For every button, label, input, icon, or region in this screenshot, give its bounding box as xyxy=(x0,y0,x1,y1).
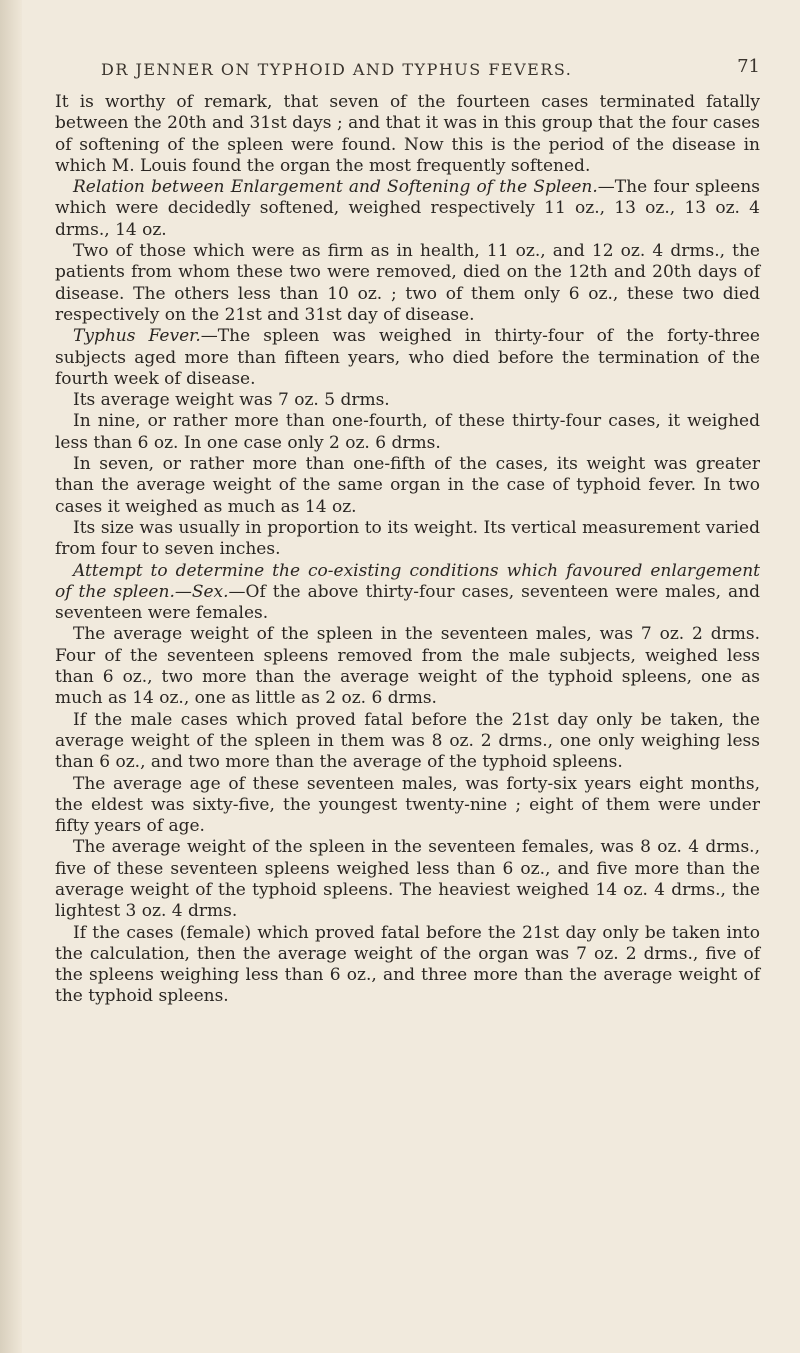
page-gutter-shadow xyxy=(0,0,22,1353)
paragraph: Relation between Enlargement and Softening of the Spleen.—The four spleens which were decidedly softened, weighed respectively 11 oz., 13 oz., 13 oz. 4 drms., 14 oz. xyxy=(55,177,760,240)
paragraph: The average age of these seventeen males, was forty-six years eight months, the eldest was sixty-five, the youngest twenty-nine ; eight of them were under fifty years of age. xyxy=(55,773,760,837)
paragraph: Attempt to determine the co-existing conditions which favoured enlargement of the spleen.—Sex.—Of the above thirty-four cases, seventeen were males, and seventeen were females. xyxy=(55,560,761,624)
paragraph: The average weight of the spleen in the seventeen females, was 8 oz. 4 drms., five of these seventeen spleens weighed less than 6 oz., and five more than the average weight of the typhoid spleens. The heaviest weighed 14 oz. 4 drms., the lightest 3 oz. 4 drms. xyxy=(55,837,760,922)
body-text xyxy=(55,92,760,1008)
paragraph: The average weight of the spleen in the seventeen males, was 7 oz. 2 drms. Four of the seventeen spleens removed from the male subjects, weighed less than 6 oz., two more than the average weight of the typhoid spleens, one as much as 14 oz., one as little as 2 oz. 6 drms. xyxy=(55,624,760,709)
paragraph: Two of those which were as firm as in health, 11 oz., and 12 oz. 4 drms., the patients from whom these two were removed, died on the 12th and 20th days of disease. The others less than 10 oz. ; two of them only 6 oz., these two died respectively on the 21st and 31st day of disease. xyxy=(55,241,760,325)
paragraph: Its size was usually in proportion to its weight. Its vertical measurement varied from four to seven inches. xyxy=(55,517,760,560)
page-number: 71 xyxy=(737,56,760,77)
section-heading: Typhus Fever. xyxy=(73,326,201,347)
paragraph: If the cases (female) which proved fatal before the 21st day only be taken into the calculation, then the average weight of the organ was 7 oz. 2 drms., five of the spleens weighing less than 6 oz., and three more than the average weight of the typhoid spleens. xyxy=(55,922,760,1007)
section-heading: Attempt to determine the co-existing conditions which favoured enlargement of the spleen.—Sex. xyxy=(55,560,760,602)
paragraph: In nine, or rather more than one-fourth, of these thirty-four cases, it weighed less than 6 oz. In one case only 2 oz. 6 drms. xyxy=(55,411,760,453)
paragraph: Its average weight was 7 oz. 5 drms. xyxy=(73,390,390,411)
paragraph: It is worthy of remark, that seven of the fourteen cases terminated fatally between the 20th and 31st days ; and that it was in this group that the four cases of softening of the spleen were found. Now this is the period of the disease in which M. Louis found the organ the most frequently softened. xyxy=(55,92,760,176)
section-heading: Relation between Enlargement and Softening of the Spleen. xyxy=(73,177,598,198)
paragraph: If the male cases which proved fatal before the 21st day only be taken, the average weight of the spleen in them was 8 oz. 2 drms., one only weighing less than 6 oz., and two more than the average of the typhoid spleens. xyxy=(55,709,760,773)
running-title: DR JENNER ON TYPHOID AND TYPHUS FEVERS. xyxy=(101,60,573,79)
paragraph: Typhus Fever.—The spleen was weighed in thirty-four of the forty-three subjects aged more than fifteen years, who died before the termination of the fourth week of disease. xyxy=(55,326,760,389)
paragraph: In seven, or rather more than one-fifth of the cases, its weight was greater than the average weight of the same organ in the case of typhoid fever. In two cases it weighed as much as 14 oz. xyxy=(55,454,760,517)
running-head xyxy=(55,56,760,92)
book-page xyxy=(55,56,760,1008)
